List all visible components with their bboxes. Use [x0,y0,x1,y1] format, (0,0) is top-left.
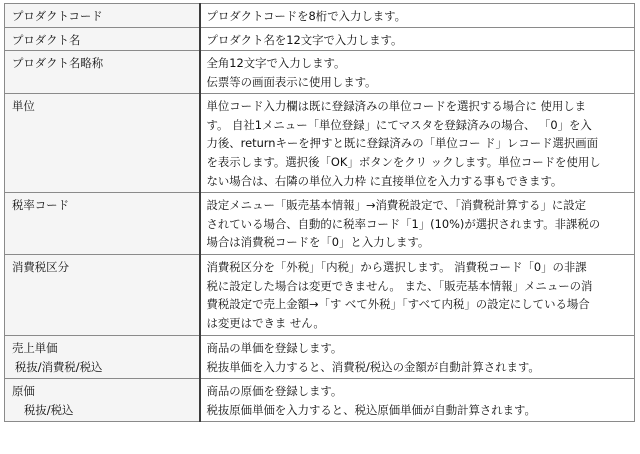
description-line: プロダクトコードを8桁で入力します。 [206,9,407,23]
field-description-cell [200,255,635,336]
field-description-cell [200,379,635,422]
description-line: 税抜単価を入力すると、消費税/税込の金額が自動計算されます。 [206,359,540,374]
field-description-cell [200,336,635,379]
description-line: 設定メニュー「販売基本情報」→消費税設定で、「消費税計算する」に設定 [206,198,587,213]
field-name-cell [5,193,200,255]
description-line: す。 自社1メニュー「単位登録」にてマスタを登録済みの場合、 「0」を入 [206,117,592,132]
field-name: プロダクトコード [12,9,103,23]
field-description-cell [200,27,635,51]
table-row [5,193,635,255]
description-line: 力後、returnキーを押すと既に登録済みの「単位コー ド」レコード選択画面 [206,136,599,151]
table-row [5,336,635,379]
description-line: されている場合、自動的に税率コード「1」(10%)が選択されます。非課税の [206,216,601,231]
field-subname: 税抜/消費税/税込 [15,359,103,374]
field-description-cell [200,51,635,94]
table-row [5,51,635,94]
field-name: プロダクト名略称 [12,56,104,71]
description-line: を表示します。選択後「OK」ボタンをクリ ックします。単位コードを使用し [206,154,601,169]
field-name-cell [5,379,200,422]
description-line: 場合は消費税コードを「0」と入力します。 [206,235,430,250]
field-description-cell [200,94,635,193]
field-name: 売上単価 [12,341,58,356]
field-name: 原価 [12,384,35,399]
field-spec-sheet [4,3,634,448]
field-name-cell [5,4,200,28]
table-row [5,255,635,336]
description-line: 単位コード入力欄は既に登録済みの単位コードを選択する場合に 使用しま [206,99,587,114]
field-name-cell [5,27,200,51]
description-line: 消費税区分を「外税」「内税」から選択します。 消費税コード「0」の非課 [206,260,587,275]
field-subname: 税抜/税込 [24,402,74,417]
description-line: 全角12文字で入力します。 [206,56,346,71]
description-line: は変更はできま せん。 [206,315,325,330]
description-line: 商品の単価を登録します。 [206,341,343,356]
description-line: 商品の原価を登録します。 [206,384,343,399]
description-line: 税に設定した場合は変更できません。 また、「販売基本情報」メニューの消 [206,278,593,293]
field-name: 消費税区分 [12,260,69,275]
field-name-cell [5,94,200,193]
field-name: 単位 [12,99,35,114]
description-line: プロダクト名を12文字で入力します。 [206,32,403,47]
field-spec-table [4,3,635,422]
field-name-cell [5,336,200,379]
field-name: 税率コード [12,198,69,213]
description-line: ない場合は、右隣の単位入力枠 に直接単位を入力する事もできます。 [206,173,563,188]
table-row [5,379,635,422]
field-name-cell [5,51,200,94]
table-row [5,94,635,193]
table-row [5,27,635,51]
field-name-cell [5,255,200,336]
description-line: 伝票等の画面表示に使用します。 [206,74,377,89]
description-line: 費税設定で売上金額→「す べて外税」「すべて内税」の設定にしている場合 [206,297,590,312]
field-description-cell [200,4,635,28]
table-row [5,4,635,28]
field-name: プロダクト名 [12,32,81,47]
description-line: 税抜原価単価を入力すると、税込原価単価が自動計算されます。 [206,402,536,417]
field-description-cell [200,193,635,255]
